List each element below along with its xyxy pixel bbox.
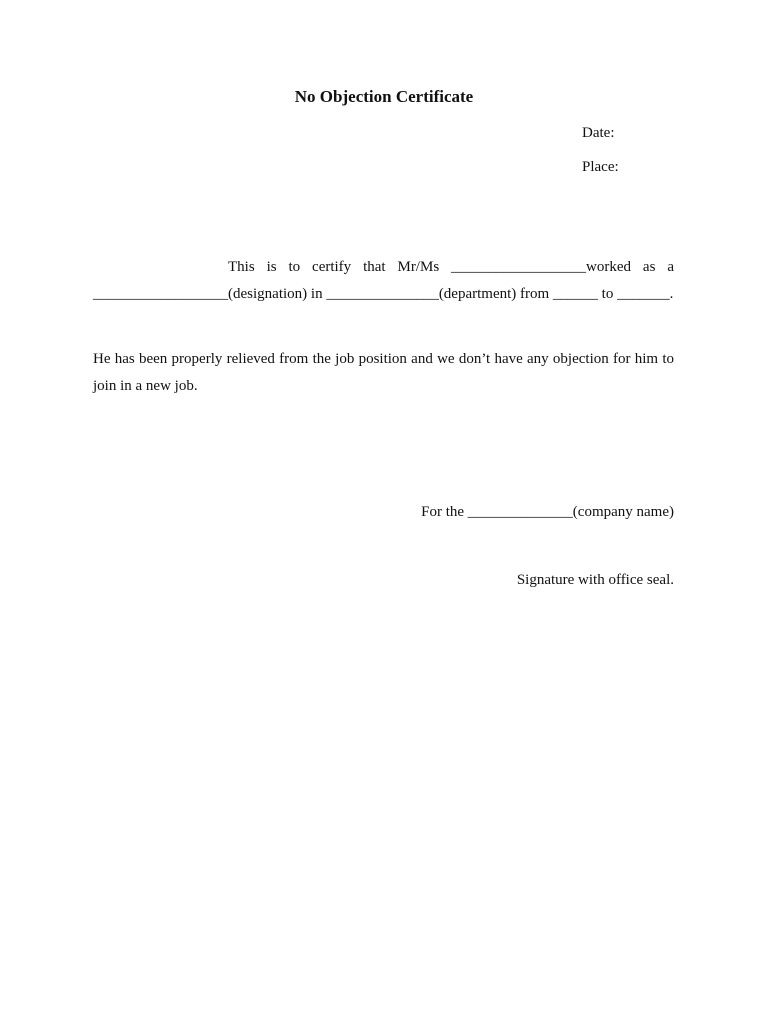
certificate-paragraph-2: He has been properly relieved from the job position and we don’t have any objection for him to join in a new job. xyxy=(93,351,674,394)
place-label: Place: xyxy=(582,159,619,175)
company-line: For the ______________(company name) xyxy=(421,504,674,520)
signature-line: Signature with office seal. xyxy=(516,572,674,588)
document-title: No Objection Certificate xyxy=(294,87,474,106)
date-label: Date: xyxy=(582,125,615,141)
certificate-paragraph-1: This is to certify that Mr/Ms __________________worked as a __________________(designation) in _______________(department) from ______ to _______. xyxy=(93,259,674,302)
